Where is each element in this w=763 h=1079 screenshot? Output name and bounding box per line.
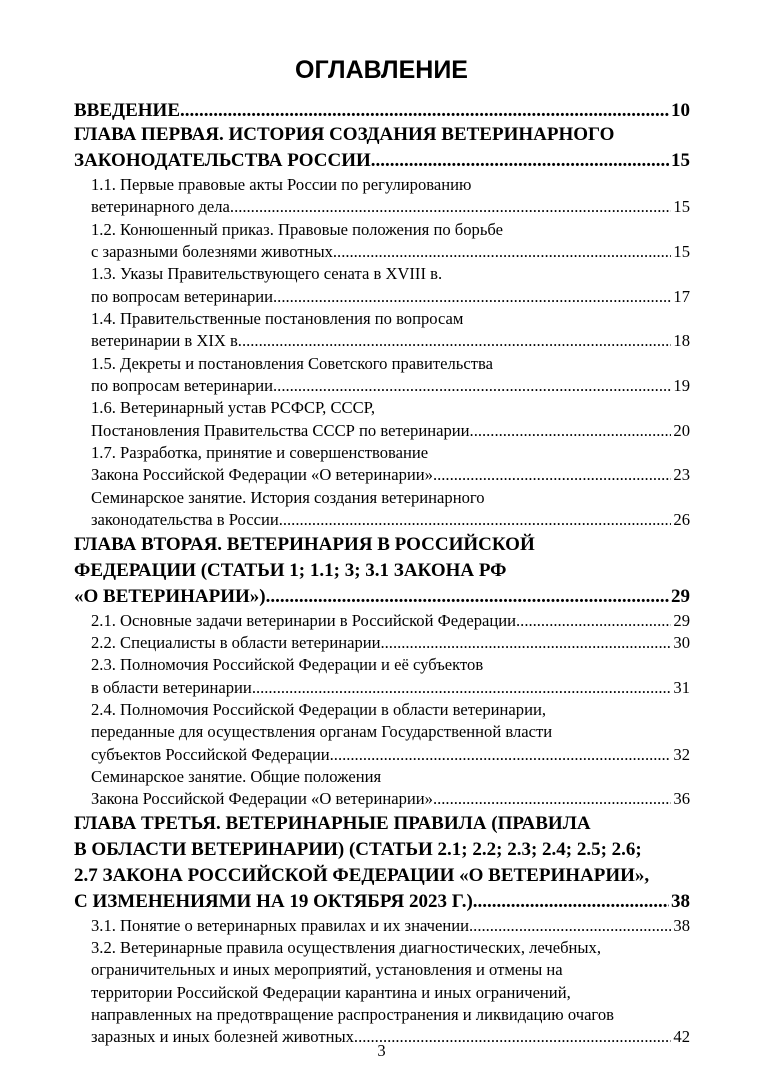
dot-leader <box>230 196 671 218</box>
toc-section-1-4[interactable]: ветеринарии в XIX в. ..... 18 <box>74 330 690 352</box>
entry-page: 42 <box>673 1027 690 1047</box>
entry-page: 23 <box>673 465 690 485</box>
dot-leader <box>470 420 672 442</box>
toc-section-1-2[interactable]: 1.2. Конюшенный приказ. Правовые положения по борьбе <box>91 219 503 239</box>
entry-page: 18 <box>673 331 690 351</box>
toc-section-1-7[interactable]: 1.7. Разработка, принятие и совершенствование <box>91 443 429 463</box>
entry-page: 26 <box>673 510 690 530</box>
dot-leader <box>266 584 669 610</box>
toc-section-1-3[interactable]: 1.3. Указы Правительствующего сената в XVIII в. <box>91 264 443 284</box>
toc-section-1-1[interactable]: 1.1. Первые правовые акты России по регулированию <box>91 175 472 194</box>
toc-section-2-4[interactable]: субъектов Российской Федерации ..... 32 <box>74 744 690 766</box>
entry-page: 38 <box>673 915 690 935</box>
dot-leader <box>473 889 669 915</box>
toc-seminar-1[interactable]: законодательства в России ..... 26 <box>74 509 690 531</box>
entry-page: 10 <box>671 100 690 121</box>
entry-page: 38 <box>671 890 690 912</box>
entry-page: 36 <box>673 789 690 809</box>
toc-section-1-6[interactable]: Постановления Правительства СССР по ветеринарии ..... 20 <box>74 420 690 442</box>
dot-leader <box>371 148 669 174</box>
dot-leader <box>333 241 672 263</box>
toc-section-1-1[interactable]: ветеринарного дела ..... 15 <box>74 196 690 218</box>
page-number: 3 <box>377 1041 386 1060</box>
dot-leader <box>381 632 672 654</box>
dot-leader <box>469 915 671 937</box>
chapter-3-heading-line[interactable]: С ИЗМЕНЕНИЯМИ НА 19 ОКТЯБРЯ 2023 Г.) ..... 38 <box>74 889 690 915</box>
toc-seminar-2[interactable]: Закона Российской Федерации «О ветеринарии» ..... 36 <box>74 788 690 810</box>
entry-page: 20 <box>673 420 690 440</box>
entry-page: 30 <box>673 632 690 652</box>
toc-section-1-5[interactable]: 1.5. Декреты и постановления Советского правительства <box>91 353 493 373</box>
entry-title: ВВЕДЕНИЕ <box>74 100 180 121</box>
chapter-3-heading-line[interactable]: В ОБЛАСТИ ВЕТЕРИНАРИИ) (СТАТЬИ 2.1; 2.2; 2.3; 2.4; 2.5; 2.6; <box>74 838 642 860</box>
entry-page: 29 <box>671 585 690 607</box>
dot-leader <box>433 788 671 810</box>
toc-section-2-1[interactable]: 2.1. Основные задачи ветеринарии в Российской Федерации ..... 29 <box>74 610 690 632</box>
dot-leader <box>330 744 672 766</box>
toc-section-1-6[interactable]: 1.6. Ветеринарный устав РСФСР, СССР, <box>91 398 375 418</box>
chapter-2-heading-line[interactable]: ФЕДЕРАЦИИ (СТАТЬИ 1; 1.1; 3; 3.1 ЗАКОНА РФ <box>74 559 507 581</box>
entry-page: 15 <box>673 242 690 262</box>
dot-leader <box>242 330 671 352</box>
toc-section-3-2[interactable]: 3.2. Ветеринарные правила осуществления диагностических, лечебных, <box>91 937 601 957</box>
toc-section-2-3[interactable]: в области ветеринарии ..... 31 <box>74 677 690 699</box>
entry-page: 19 <box>673 376 690 396</box>
chapter-2-heading-line[interactable]: ГЛАВА ВТОРАЯ. ВЕТЕРИНАРИЯ В РОССИЙСКОЙ <box>74 533 535 555</box>
entry-page: 29 <box>673 610 690 630</box>
entry-page: 31 <box>673 677 690 697</box>
chapter-2-heading-line[interactable]: «О ВЕТЕРИНАРИИ») ..... 29 <box>74 584 690 610</box>
dot-leader <box>273 286 671 308</box>
dot-leader <box>273 375 671 397</box>
dot-leader <box>516 610 671 632</box>
dot-leader <box>433 464 671 486</box>
toc-section-1-4[interactable]: 1.4. Правительственные постановления по вопросам <box>91 309 464 329</box>
entry-page: 15 <box>671 150 690 171</box>
toc-section-2-2[interactable]: 2.2. Специалисты в области ветеринарии ..... 30 <box>74 632 690 654</box>
toc-section-2-3[interactable]: 2.3. Полномочия Российской Федерации и её субъектов <box>91 655 484 675</box>
page-title: ОГЛАВЛЕНИЕ <box>295 56 468 84</box>
dot-leader <box>180 100 669 122</box>
toc-seminar-1[interactable]: Семинарское занятие. История создания ветеринарного <box>91 487 485 507</box>
toc-section-1-3[interactable]: по вопросам ветеринарии ..... 17 <box>74 286 690 308</box>
toc-section-2-4[interactable]: 2.4. Полномочия Российской Федерации в области ветеринарии, <box>91 699 547 719</box>
dot-leader <box>279 509 672 531</box>
entry-page: 15 <box>673 197 690 217</box>
chapter-3-heading-line[interactable]: ГЛАВА ТРЕТЬЯ. ВЕТЕРИНАРНЫЕ ПРАВИЛА (ПРАВИЛА <box>74 812 591 834</box>
chapter-1-heading-line[interactable]: ЗАКОНОДАТЕЛЬСТВА РОССИИ ..... 15 <box>74 148 690 174</box>
toc-section-1-2[interactable]: с заразными болезнями животных ..... 15 <box>74 241 690 263</box>
chapter-1-heading-line[interactable]: ГЛАВА ПЕРВАЯ. ИСТОРИЯ СОЗДАНИЯ ВЕТЕРИНАРНОГО <box>74 124 615 145</box>
chapter-3-heading-line[interactable]: 2.7 ЗАКОНА РОССИЙСКОЙ ФЕДЕРАЦИИ «О ВЕТЕРИНАРИИ», <box>74 864 650 886</box>
toc-section-3-2[interactable]: ограничительных и иных мероприятий, установления и отмены на <box>91 960 563 980</box>
dot-leader <box>252 677 672 699</box>
toc-section-3-2[interactable]: территории Российской Федерации карантина и иных ограничений, <box>91 982 571 1002</box>
toc-section-2-4[interactable]: переданные для осуществления органам Государственной власти <box>91 722 553 742</box>
toc-section-3-2[interactable]: заразных и иных болезней животных ..... 42 <box>74 1026 690 1048</box>
table-of-contents <box>74 100 690 1049</box>
toc-section-1-7[interactable]: Закона Российской Федерации «О ветеринарии» ..... 23 <box>74 464 690 486</box>
toc-section-3-2[interactable]: направленных на предотвращение распространения и ликвидацию очагов <box>91 1004 614 1024</box>
entry-page: 17 <box>673 286 690 306</box>
toc-section-1-5[interactable]: по вопросам ветеринарии ..... 19 <box>74 375 690 397</box>
toc-seminar-2[interactable]: Семинарское занятие. Общие положения <box>91 766 382 786</box>
toc-entry-introduction[interactable] <box>74 100 690 122</box>
entry-page: 32 <box>673 744 690 764</box>
toc-section-3-1[interactable]: 3.1. Понятие о ветеринарных правилах и их значении ..... 38 <box>74 915 690 937</box>
